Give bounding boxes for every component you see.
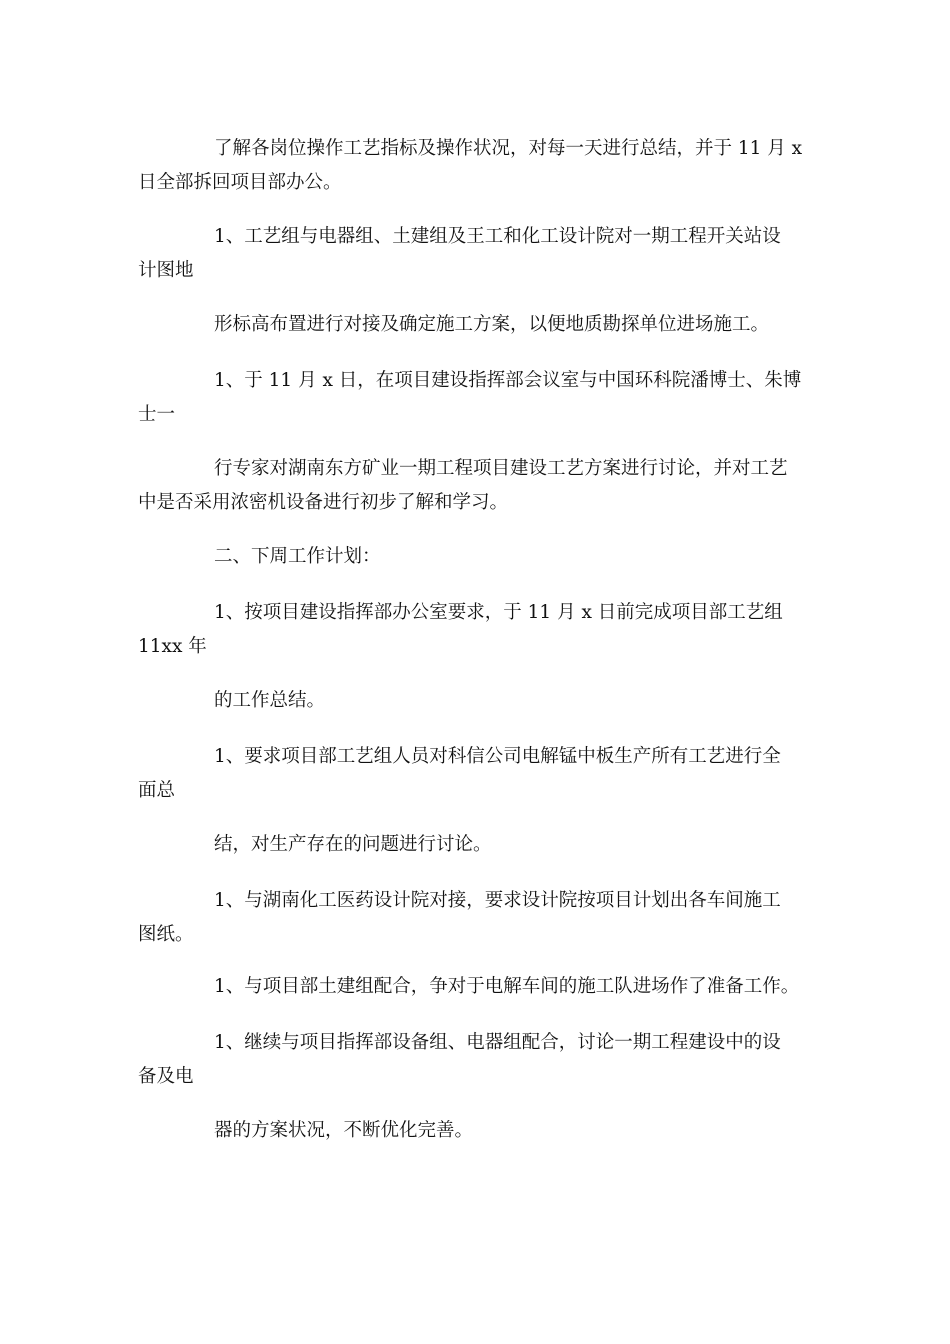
paragraph-7	[138, 596, 814, 664]
text-line: 的工作总结。	[214, 690, 326, 711]
text-line: 计图地	[138, 260, 194, 281]
text-line: 二、下周工作计划：	[214, 546, 381, 567]
text-line: 中是否采用浓密机设备进行初步了解和学习。	[138, 492, 509, 513]
text-line: 日全部拆回项目部办公。	[138, 172, 342, 193]
paragraph-3	[138, 308, 814, 342]
paragraph-12	[138, 970, 814, 1004]
text-line: 1、与湖南化工医药设计院对接，要求设计院按项目计划出各车间施工	[214, 890, 781, 911]
text-line: 了解各岗位操作工艺指标及操作状况，对每一天进行总结，并于 11 月 x	[214, 138, 803, 159]
paragraph-8	[138, 684, 814, 718]
paragraph-14	[138, 1114, 814, 1148]
paragraph-4	[138, 364, 814, 432]
text-line: 行专家对湖南东方矿业一期工程项目建设工艺方案进行讨论，并对工艺	[214, 458, 788, 479]
text-line: 器的方案状况，不断优化完善。	[214, 1120, 474, 1141]
paragraph-1	[138, 132, 814, 200]
text-line: 形标高布置进行对接及确定施工方案，以便地质勘探单位进场施工。	[214, 314, 770, 335]
text-line: 士一	[138, 404, 176, 425]
text-line: 1、于 11 月 x 日，在项目建设指挥部会议室与中国环科院潘博士、朱博	[214, 370, 802, 391]
paragraph-5	[138, 452, 814, 520]
section-heading	[138, 540, 814, 574]
paragraph-9	[138, 740, 814, 808]
text-line: 结，对生产存在的问题进行讨论。	[214, 834, 492, 855]
text-line: 备及电	[138, 1066, 194, 1087]
paragraph-13	[138, 1026, 814, 1094]
text-line: 1、工艺组与电器组、土建组及王工和化工设计院对一期工程开关站设	[214, 226, 781, 247]
text-line: 1、按项目建设指挥部办公室要求，于 11 月 x 日前完成项目部工艺组	[214, 602, 783, 623]
text-line: 图纸。	[138, 924, 194, 945]
text-line: 1、与项目部土建组配合，争对于电解车间的施工队进场作了准备工作。	[214, 976, 800, 997]
paragraph-10	[138, 828, 814, 862]
paragraph-2	[138, 220, 814, 288]
text-line: 11xx 年	[138, 636, 207, 657]
text-line: 1、继续与项目指挥部设备组、电器组配合，讨论一期工程建设中的设	[214, 1032, 781, 1053]
text-line: 面总	[138, 780, 176, 801]
text-line: 1、要求项目部工艺组人员对科信公司电解锰中板生产所有工艺进行全	[214, 746, 781, 767]
paragraph-11	[138, 884, 814, 952]
